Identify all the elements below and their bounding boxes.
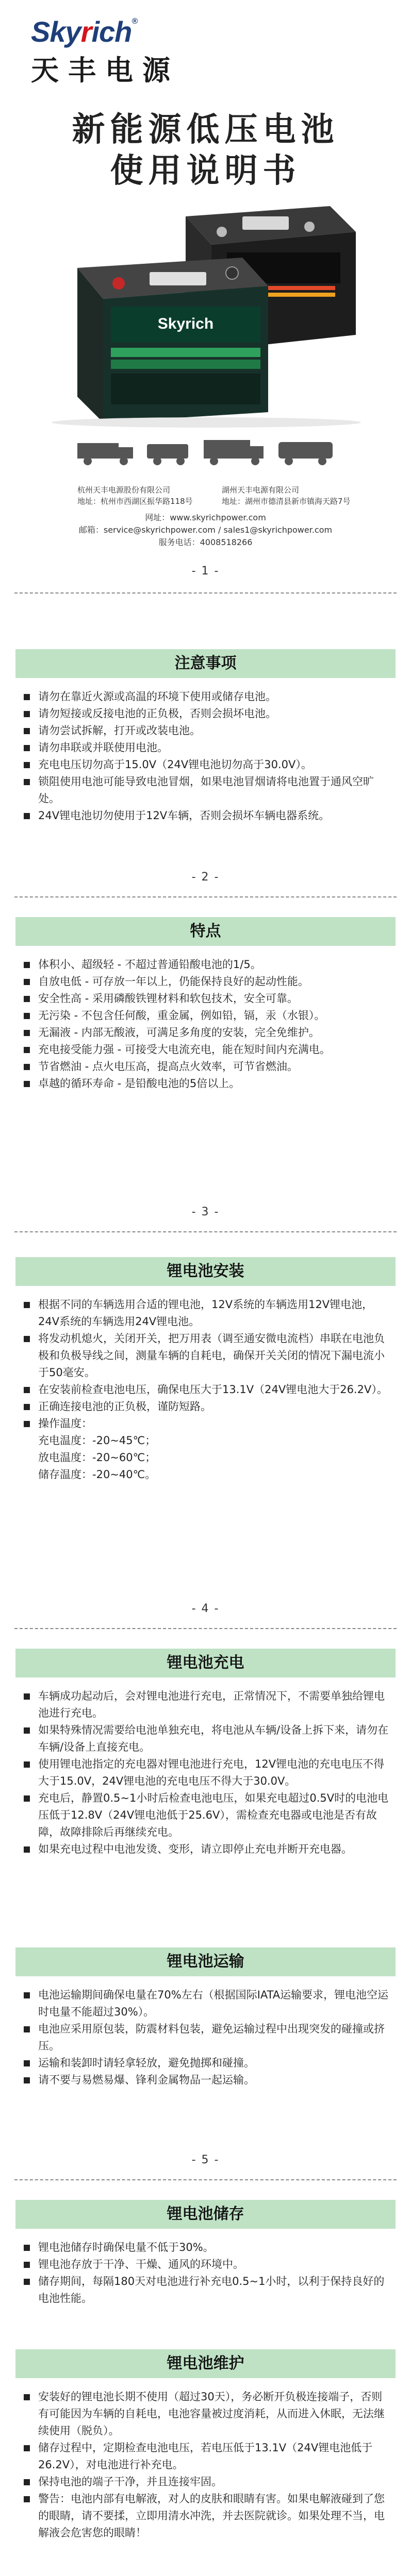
- website-text[interactable]: 网址：www.skyrichpower.com: [145, 513, 266, 522]
- bus-icon: [278, 442, 333, 465]
- svg-text:Skyrich: Skyrich: [157, 315, 214, 332]
- cover-page: [0, 0, 411, 626]
- list-item: 操作温度：: [21, 1415, 392, 1432]
- section-maintenance-title: 锂电池维护: [15, 2349, 396, 2378]
- brand-logo: [31, 15, 179, 88]
- list-item: 正确连接电池的正负极，谨防短路。: [21, 1398, 392, 1415]
- page-number: - 2 -: [191, 871, 220, 884]
- list-item: 锁阻使用电池可能导致电池冒烟，如果电池冒烟请将电池置于通风空旷处。: [21, 773, 392, 807]
- list-item: 车辆成功起动后，会对锂电池进行充电，正常情况下，不需要单独给锂电池进行充电。: [21, 1688, 392, 1722]
- list-item: 运输和装卸时请轻拿轻放，避免抛掷和碰撞。: [21, 2055, 392, 2072]
- page-divider: [14, 1628, 397, 1629]
- page-divider: [14, 896, 397, 897]
- company-left: [77, 484, 193, 507]
- vehicle-icons-row: [77, 433, 335, 469]
- list-item: 锂电池存放于干净、干燥、通风的环境中。: [21, 2256, 392, 2273]
- list-item: 储存过程中，定期检查电池电压，若电压低于13.1V（24V锂电池低于26.2V），对电池进行补充电。: [21, 2439, 392, 2473]
- section-notice-title: 注意事项: [15, 649, 396, 678]
- page-divider: [14, 2179, 397, 2180]
- list-item: 请不要与易燃易爆、锋利金属物品一起运输。: [21, 2072, 392, 2089]
- list-item: 如果特殊情况需要给电池单独充电，将电池从车辆/设备上拆下来，请勿在车辆/设备上直接充电。: [21, 1722, 392, 1756]
- list-item: 电池应采用原包装，防震材料包装，避免运输过程中出现突发的碰撞或挤压。: [21, 2021, 392, 2055]
- truck-icon: [77, 443, 133, 465]
- list-item: 自放电低 - 可存放一年以上，仍能保持良好的起动性能。: [21, 973, 392, 990]
- list-item: 24V锂电池切勿使用于12V车辆，否则会损坏车辆电器系统。: [21, 807, 392, 824]
- list-item: 使用锂电池指定的充电器对锂电池进行充电，12V锂电池的充电电压不得大于15.0V，24V锂电池的充电电压不得大于30.0V。: [21, 1756, 392, 1790]
- list-item: 体积小、超级轻 - 不超过普通铅酸电池的1/5。: [21, 956, 392, 973]
- list-item: 保持电池的端子干净，并且连接牢固。: [21, 2473, 392, 2490]
- features-list: [21, 956, 392, 1092]
- page-divider: [14, 592, 397, 594]
- page-number: - 4 -: [191, 1602, 220, 1615]
- logo-wordmark: Skyrich®: [31, 15, 138, 48]
- van-icon: [147, 444, 188, 465]
- list-item: 请勿尝试拆解，打开或改装电池。: [21, 722, 392, 739]
- list-item: 节省燃油 - 点火电压高，提高点火效率，可节省燃油。: [21, 1058, 392, 1075]
- transport-list: [21, 1987, 392, 2089]
- list-item: 请勿短接或反接电池的正负极，否则会损坏电池。: [21, 705, 392, 722]
- list-item: 安全性高 - 采用磷酸铁锂材料和软包技术，安全可靠。: [21, 990, 392, 1007]
- company-left-address: 地址：杭州市西湖区振华路118号: [77, 497, 193, 506]
- list-item: 如果充电过程中电池发烫、变形，请立即停止充电并断开充电器。: [21, 1841, 392, 1858]
- maintenance-list: [21, 2388, 392, 2541]
- cover-title-line1: 新能源低压电池: [72, 111, 339, 149]
- discharge-temp: 放电温度：-20~60℃；: [38, 1451, 156, 1464]
- list-item: 充电电压切勿高于15.0V（24V锂电池切勿高于30.0V）。: [21, 756, 392, 773]
- page-number: - 5 -: [191, 2154, 220, 2166]
- page-number: - 3 -: [191, 1206, 220, 1218]
- company-right-name: 湖州天丰电源有限公司: [222, 485, 300, 495]
- warning-item: 警告：电池内部有电解液，对人的皮肤和眼睛有害。如果电解液碰到了您的眼睛，请不要揉，立即用清水冲洗，并去医院就诊。如果处理不当，电解液会危害您的眼睛！: [21, 2490, 392, 2541]
- section-features-title: 特点: [15, 917, 396, 946]
- email-text[interactable]: 邮箱：service@skyrichpower.com / sales1@skyrichpower.com: [78, 525, 333, 535]
- semi-truck-icon: [204, 440, 264, 465]
- list-item: 无污染 - 不包含任何酸，重金属，例如铅，镉，汞（水银）。: [21, 1007, 392, 1024]
- section-install-title: 锂电池安装: [15, 1257, 396, 1286]
- charge-list: [21, 1688, 392, 1858]
- list-item: 在安装前检查电池电压，确保电压大于13.1V（24V锂电池大于26.2V）。: [21, 1381, 392, 1398]
- storage-list: [21, 2239, 392, 2307]
- page-number: - 1 -: [191, 565, 220, 578]
- list-item: 将发动机熄火，关闭开关，把万用表（调至通安微电流档）串联在电池负极和负极导线之间，测量车辆的自耗电，确保开关关闭的情况下漏电流小于50毫安。: [21, 1330, 392, 1381]
- list-item: 电池运输期间确保电量在70%左右（根据国际IATA运输要求，锂电池空运时电量不能超过30%）。: [21, 1987, 392, 2021]
- notice-list: [21, 688, 392, 824]
- page-divider: [14, 1231, 397, 1232]
- list-item: 充电后，静置0.5~1小时后检查电池电压，如果充电超过0.5V时的电池电压低于12.8V（24V锂电池低于25.6V），需检查充电器或电池是否有故障，故障排除后再继续充电。: [21, 1790, 392, 1841]
- section-charge-title: 锂电池充电: [15, 1649, 396, 1677]
- list-item: 锂电池储存时确保电量不低于30%。: [21, 2239, 392, 2256]
- hotline-text: 服务电话：4008518266: [158, 537, 253, 547]
- list-item: 储存期间，每隔180天对电池进行补充电0.5~1小时，以利于保持良好的电池性能。: [21, 2273, 392, 2307]
- company-right-address: 地址：湖州市德清县新市镇海天路7号: [222, 497, 351, 506]
- list-item: 充电接受能力强 - 可接受大电流充电，能在短时间内充满电。: [21, 1041, 392, 1058]
- list-item: 根据不同的车辆选用合适的锂电池，12V系统的车辆选用12V锂电池，24V系统的车辆选用24V锂电池。: [21, 1296, 392, 1330]
- install-list: [21, 1296, 392, 1483]
- battery-illustration: [0, 196, 411, 428]
- list-item: 安装好的锂电池长期不使用（超过30天），务必断开负极连接端子，否则有可能因为车辆的自耗电，电池容量被过度消耗，从而进入休眠，无法继续使用（脱负）。: [21, 2388, 392, 2439]
- list-item: 请勿在靠近火源或高温的环境下使用或储存电池。: [21, 688, 392, 705]
- list-item: 卓越的循环寿命 - 是铅酸电池的5倍以上。: [21, 1075, 392, 1092]
- section-transport-title: 锂电池运输: [15, 1947, 396, 1976]
- battery-front-image: [77, 258, 268, 422]
- cover-title-line2: 使用说明书: [110, 152, 301, 190]
- list-item: 请勿串联或并联使用电池。: [21, 739, 392, 756]
- company-right: [222, 484, 351, 507]
- company-left-name: 杭州天丰电源股份有限公司: [77, 485, 171, 495]
- list-item: 无漏液 - 内部无酸液，可满足多角度的安装，完全免维护。: [21, 1024, 392, 1041]
- logo-chinese: 天丰电源: [31, 54, 179, 87]
- charge-temp: 充电温度：-20~45℃；: [38, 1434, 156, 1447]
- section-storage-title: 锂电池储存: [15, 2200, 396, 2229]
- storage-temp: 储存温度：-20~40℃。: [38, 1468, 156, 1481]
